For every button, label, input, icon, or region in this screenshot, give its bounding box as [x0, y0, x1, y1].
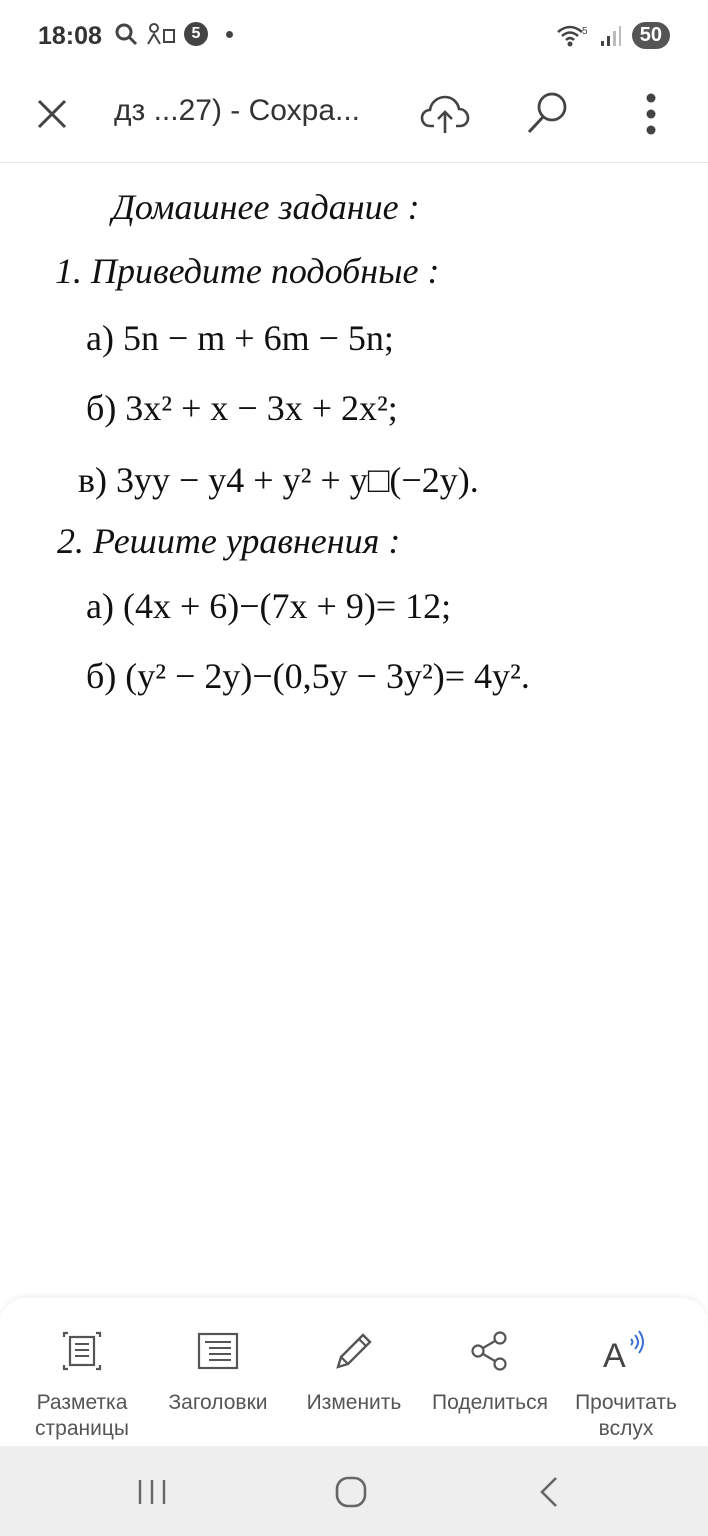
status-bar: [0, 0, 708, 78]
close-button[interactable]: [30, 92, 74, 136]
page-layout-button[interactable]: [12, 1328, 152, 1442]
home-button[interactable]: [333, 1474, 369, 1510]
search-icon: [524, 88, 572, 138]
document-title[interactable]: дз ...27) - Сохра...: [114, 94, 361, 127]
task2-heading: 2. Решите уравнения :: [57, 521, 401, 561]
svg-text:5: 5: [581, 25, 588, 37]
task2-item-b: б) (y² − 2y)−(0,5y − 3y²)= 4y².: [86, 656, 530, 696]
headings-label: Заголовки: [168, 1391, 268, 1414]
search-status-icon: [114, 22, 138, 46]
task1-heading: 1. Приведите подобные :: [55, 251, 440, 291]
back-icon: [532, 1474, 568, 1510]
more-notifications-dot: [226, 31, 233, 38]
page-layout-label-line1: Разметка: [36, 1391, 128, 1414]
recent-apps-icon: [134, 1474, 170, 1510]
edit-label: Изменить: [306, 1391, 402, 1414]
home-icon: [333, 1474, 369, 1510]
status-time: 18:08: [38, 22, 102, 50]
more-vert-icon: [636, 90, 666, 140]
notification-count-badge: 5: [184, 22, 208, 46]
task1-item-a: а) 5n − m + 6m − 5n;: [86, 318, 394, 358]
edit-button[interactable]: [284, 1328, 424, 1416]
back-button[interactable]: [532, 1474, 568, 1510]
task2-item-a: а) (4x + 6)−(7x + 9)= 12;: [86, 586, 452, 626]
headings-icon: [196, 1331, 240, 1371]
recent-apps-button[interactable]: [134, 1474, 170, 1510]
read-aloud-label-line2: вслух: [598, 1417, 654, 1440]
share-button[interactable]: [420, 1328, 560, 1416]
cloud-upload-button[interactable]: [420, 92, 470, 136]
read-aloud-button[interactable]: [556, 1328, 696, 1442]
document-heading: Домашнее задание :: [112, 187, 420, 227]
page-layout-label-line2: страницы: [35, 1417, 129, 1440]
share-label: Поделиться: [432, 1391, 548, 1414]
task1-item-b: б) 3x² + x − 3x + 2x²;: [86, 388, 398, 428]
more-options-button[interactable]: [636, 90, 666, 140]
svg-text:A: A: [603, 1337, 626, 1373]
document-content: [0, 163, 708, 1298]
pencil-icon: [332, 1329, 376, 1373]
wifi-icon: [556, 23, 590, 49]
app-notification-icon: [146, 22, 176, 46]
search-button[interactable]: [524, 88, 572, 138]
page-layout-icon: [60, 1329, 104, 1373]
share-icon: [468, 1329, 512, 1373]
headings-button[interactable]: [148, 1328, 288, 1416]
battery-level: 50: [632, 22, 670, 49]
close-icon: [30, 92, 74, 136]
signal-icon: [600, 25, 622, 47]
cloud-upload-icon: [420, 92, 470, 136]
read-aloud-icon: [601, 1329, 651, 1373]
read-aloud-label-line1: Прочитать: [575, 1391, 677, 1414]
app-bar: [0, 78, 708, 163]
task1-item-v: в) 3yy − y4 + y² + y□(−2y).: [78, 460, 479, 500]
bottom-toolbar: [0, 1298, 708, 1446]
navigation-bar: [0, 1446, 708, 1536]
